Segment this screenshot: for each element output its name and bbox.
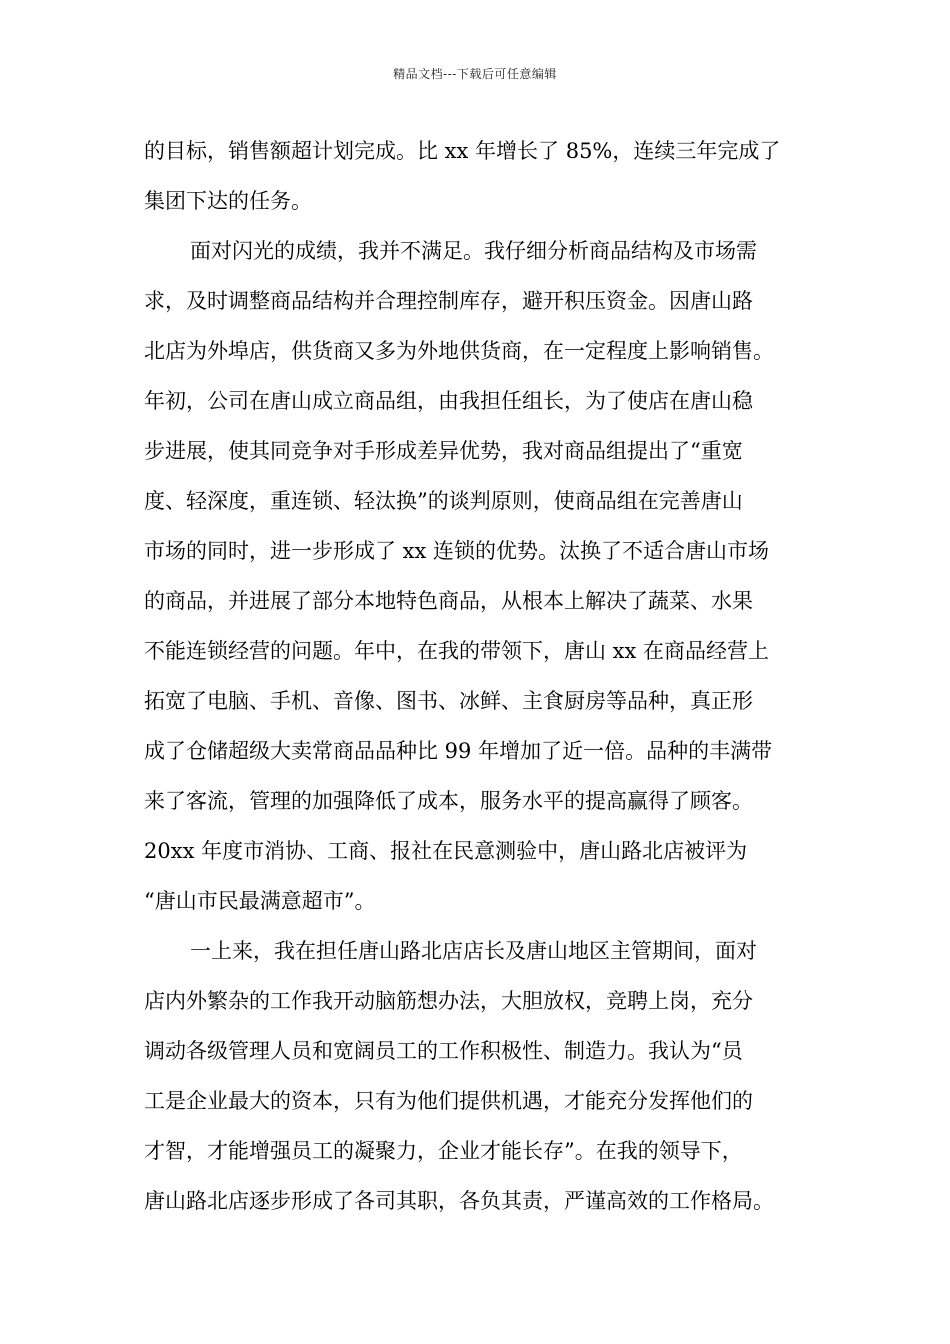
body-line: 度、轻深度，重连锁、轻汰换”的谈判原则，使商品组在完善唐山 (144, 489, 743, 513)
body-line: 来了客流，管理的加强降低了成本，服务水平的提高赢得了顾客。 (144, 789, 753, 813)
body-line: 调动各级管理人员和宽阔员工的工作积极性、制造力。我认为“员 (144, 1039, 743, 1063)
body-line: 市场的同时，进一步形成了 xx 连锁的优势。汰换了不适合唐山市场 (144, 539, 770, 563)
page-header: 精品文档---下载后可任意编辑 (393, 67, 557, 81)
paragraph-start-line: 面对闪光的成绩，我并不满足。我仔细分析商品结构及市场需 (190, 239, 757, 263)
body-line: “唐山市民最满意超市”。 (144, 889, 376, 913)
body-line: 的商品，并进展了部分本地特色商品，从根本上解决了蔬菜、水果 (144, 589, 753, 613)
paragraph-start-line: 一上来，我在担任唐山路北店店长及唐山地区主管期间，面对 (190, 939, 757, 963)
body-line: 步进展，使其同竞争对手形成差异优势，我对商品组提出了“重宽 (144, 439, 743, 463)
body-line: 唐山路北店逐步形成了各司其职，各负其责，严谨高效的工作格局。 (144, 1189, 774, 1213)
body-line: 工是企业最大的资本，只有为他们提供机遇，才能充分发挥他们的 (144, 1089, 753, 1113)
body-line: 北店为外埠店，供货商又多为外地供货商，在一定程度上影响销售。 (144, 339, 774, 363)
body-line: 求，及时调整商品结构并合理控制库存，避开积压资金。因唐山路 (144, 289, 753, 313)
body-line: 20xx 年度市消协、工商、报社在民意测验中，唐山路北店被评为 (144, 839, 748, 863)
body-line: 的目标，销售额超计划完成。比 xx 年增长了 85%，连续三年完成了 (144, 139, 781, 163)
body-line: 才智，才能增强员工的凝聚力，企业才能长存”。在我的领导下， (144, 1139, 743, 1163)
body-line: 拓宽了电脑、手机、音像、图书、冰鲜、主食厨房等品种，真正形 (144, 689, 753, 713)
body-line: 不能连锁经营的问题。年中，在我的带领下，唐山 xx 在商品经营上 (144, 639, 770, 663)
body-line: 成了仓储超级大卖常商品品种比 99 年增加了近一倍。品种的丰满带 (144, 739, 773, 763)
body-line: 店内外繁杂的工作我开动脑筋想办法，大胆放权，竞聘上岗，充分 (144, 989, 753, 1013)
body-line: 集团下达的任务。 (144, 189, 312, 213)
body-line: 年初，公司在唐山成立商品组，由我担任组长，为了使店在唐山稳 (144, 389, 753, 413)
